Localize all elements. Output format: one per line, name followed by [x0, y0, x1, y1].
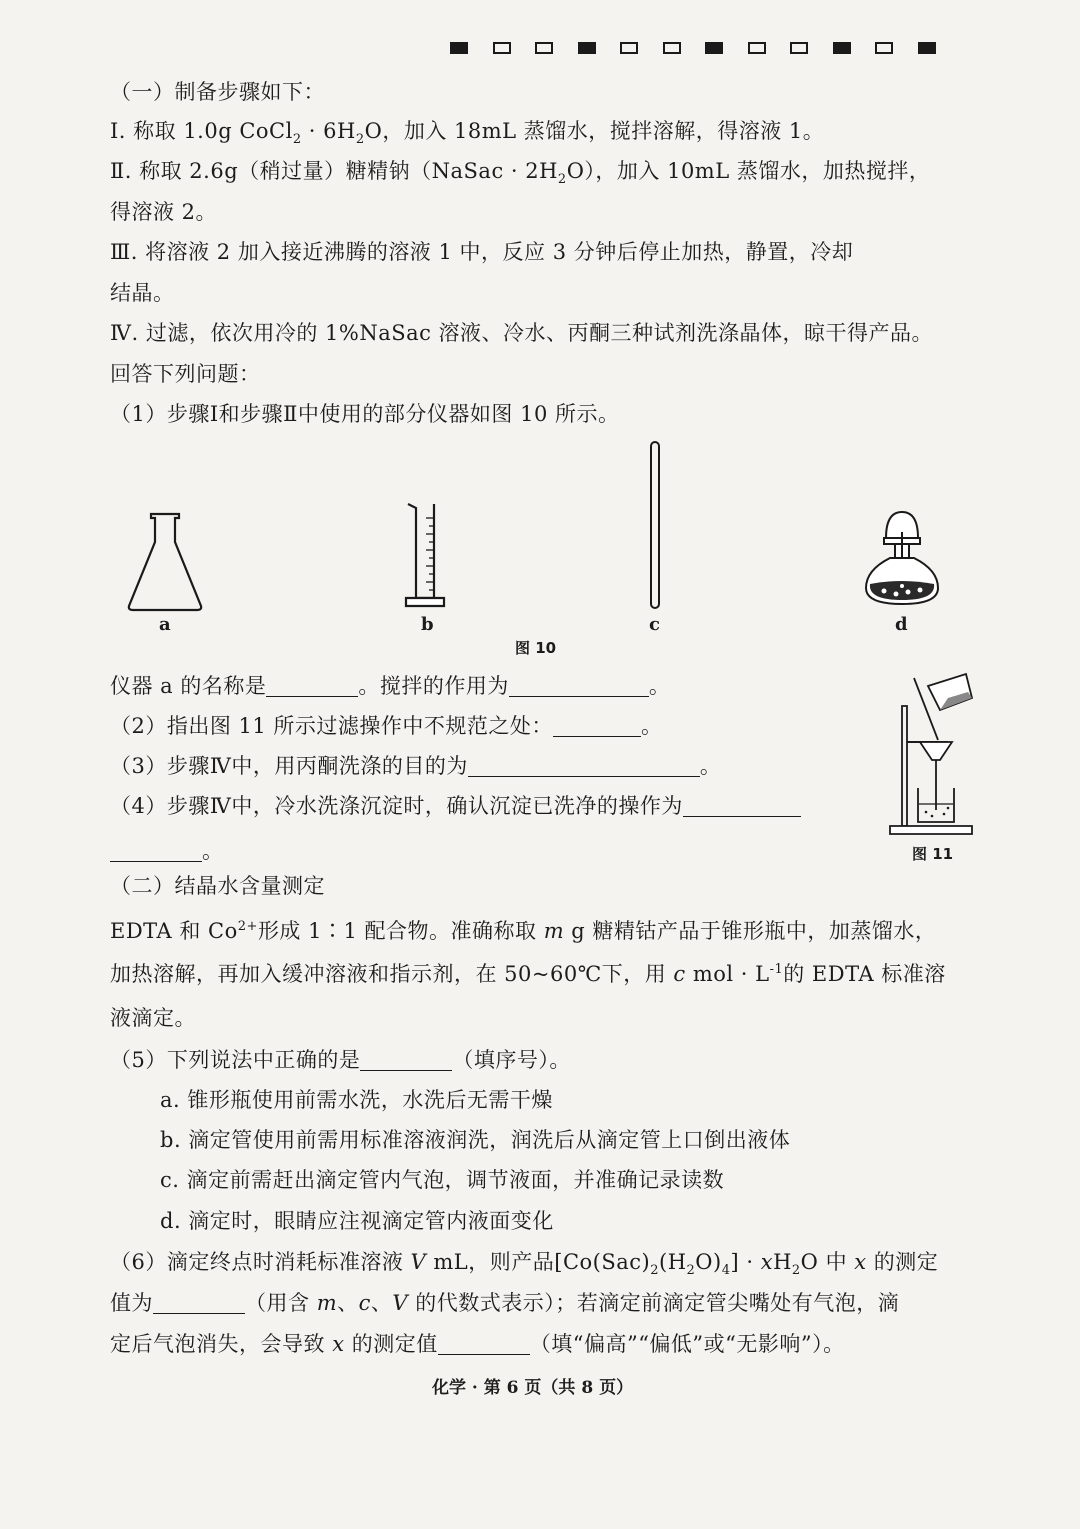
header-mark-open — [875, 42, 893, 54]
question-6-line-3: 定后气泡消失，会导致 x 的测定值 （填“偏高”“偏低”或“无影响”）。 — [110, 1332, 845, 1356]
header-mark-open — [748, 42, 766, 54]
filtration-setup-drawing — [888, 670, 974, 836]
header-mark-open — [493, 42, 511, 54]
q5-option-d: d. 滴定时，眼睛应注视滴定管内液面变化 — [160, 1209, 554, 1233]
answer-blank-q4[interactable] — [683, 795, 801, 817]
question-6-line-2: 值为 （用含 m、c、V 的代数式表示）；若滴定前滴定管尖嘴处有气泡，滴 — [110, 1291, 900, 1315]
conical-flask-drawing — [125, 510, 205, 615]
answer-blank-q2[interactable] — [553, 715, 641, 737]
graduated-cylinder-drawing — [400, 500, 450, 610]
part1-title: （一）制备步骤如下： — [110, 80, 325, 104]
step-3-cont: 结晶。 — [110, 281, 175, 305]
question-3: （3）步骤Ⅳ中，用丙酮洗涤的目的为 。 — [110, 754, 722, 778]
step-2-cont: 得溶液 2。 — [110, 200, 218, 224]
question-4-cont: 。 — [110, 837, 224, 865]
question-6-line-1: （6）滴定终点时消耗标准溶液 V mL，则产品$[Co(Sac)_2(H_2O)_4] \cdot xH_2O$ 中 x 的测定 — [110, 1250, 939, 1279]
step-2: Ⅱ. 称取 2.6g（稍过量）糖精钠（NaSac · $2H_2O$），加入 10mL 蒸馏水，加热搅拌， — [110, 159, 931, 188]
header-mark-filled — [705, 42, 723, 54]
header-mark-open — [663, 42, 681, 54]
q5-option-a: a. 锥形瓶使用前需水洗，水洗后无需干燥 — [160, 1088, 553, 1112]
rod-label: c — [649, 614, 660, 635]
flask-label: a — [159, 614, 171, 635]
step-3: Ⅲ. 将溶液 2 加入接近沸腾的溶液 1 中，反应 3 分钟后停止加热，静置，冷却 — [110, 240, 854, 264]
header-mark-filled — [918, 42, 936, 54]
glass-rod-drawing — [648, 440, 662, 610]
header-mark-filled — [833, 42, 851, 54]
cylinder-label: b — [421, 614, 434, 635]
part2-title: （二）结晶水含量测定 — [110, 874, 325, 898]
step-4: Ⅳ. 过滤，依次用冷的 1%NaSac 溶液、冷水、丙酮三种试剂洗涤晶体，晾干得产品。 — [110, 321, 934, 345]
step-1: Ⅰ. 称取 1.0g CoCl$_2$ · $6H_2O$，加入 18mL 蒸馏水，搅拌溶解，得溶液 1。 — [110, 119, 825, 148]
question-2: （2）指出图 11 所示过滤操作中不规范之处： 。 — [110, 714, 663, 738]
answer-blank-q4-cont[interactable] — [110, 840, 202, 862]
header-mark-open — [620, 42, 638, 54]
lamp-label: d — [895, 614, 908, 635]
answer-blank-q5[interactable] — [360, 1049, 452, 1071]
part2-text-line-1: EDTA 和 $Co^{2+}$形成 1∶1 配合物。准确称取 m g 糖精钴产品于锥形瓶中，加蒸馏水， — [110, 919, 937, 943]
part2-text-line-3: 液滴定。 — [110, 1006, 196, 1030]
answer-blank-q3[interactable] — [468, 755, 700, 777]
question-5: （5）下列说法中正确的是 （填序号）。 — [110, 1048, 571, 1072]
q5-option-c: c. 滴定前需赶出滴定管内气泡，调节液面，并准确记录读数 — [160, 1168, 725, 1192]
header-mark-filled — [578, 42, 596, 54]
answer-blank-q6-expression[interactable] — [153, 1292, 245, 1314]
header-mark-open — [535, 42, 553, 54]
page-footer: 化学 · 第 6 页（共 8 页） — [432, 1378, 634, 1398]
header-marks — [450, 42, 980, 56]
answer-prompt: 回答下列问题： — [110, 362, 261, 386]
header-mark-open — [790, 42, 808, 54]
answer-blank-q6-effect[interactable] — [438, 1333, 530, 1355]
answer-blank-stirring[interactable] — [509, 675, 649, 697]
question-1-answer-line: 仪器 a 的名称是 。搅拌的作用为 。 — [110, 674, 671, 698]
alcohol-lamp-drawing — [862, 508, 942, 610]
figure-11-caption: 图 11 — [912, 845, 954, 863]
figure-10-caption: 图 10 — [515, 639, 557, 657]
question-1-intro: （1）步骤Ⅰ和步骤Ⅱ中使用的部分仪器如图 10 所示。 — [110, 402, 620, 426]
answer-blank-flask-name[interactable] — [266, 675, 358, 697]
q5-option-b: b. 滴定管使用前需用标准溶液润洗，润洗后从滴定管上口倒出液体 — [160, 1128, 791, 1152]
part2-text-line-2: 加热溶解，再加入缓冲溶液和指示剂，在 50~60℃下，用 c mol · $L^{-1}$的 EDTA 标准溶 — [110, 962, 946, 986]
question-4: （4）步骤Ⅳ中，冷水洗涤沉淀时，确认沉淀已洗净的操作为 — [110, 792, 801, 820]
header-mark-filled — [450, 42, 468, 54]
